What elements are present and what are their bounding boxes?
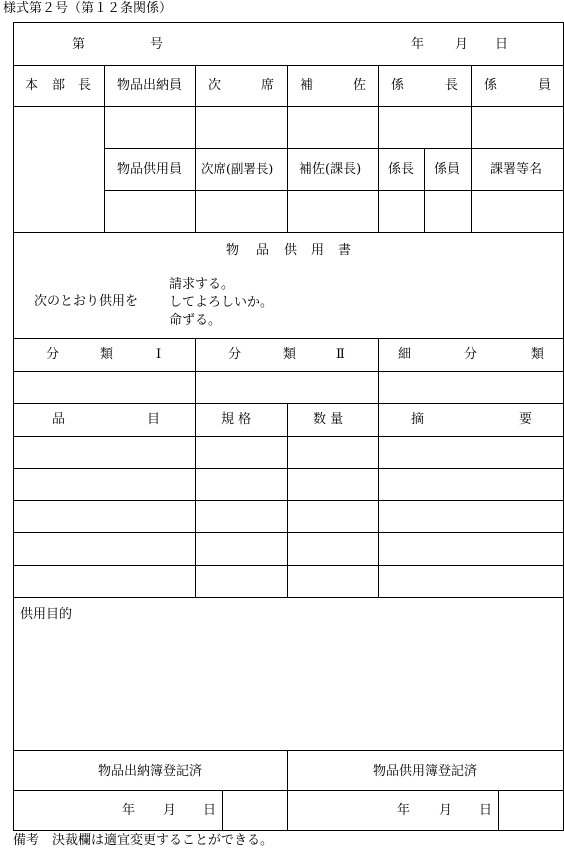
register-kyoyo-year: 年 xyxy=(397,803,411,818)
purpose-label: 供用目的 xyxy=(20,607,73,622)
form-title: 様式第２号（第１２条関係） xyxy=(3,1,173,16)
date-month-label: 月 xyxy=(455,37,469,52)
table-row[interactable] xyxy=(14,533,563,565)
header-jiseki-fukushocho: 次席(副署長) xyxy=(201,161,274,176)
register-kyoyo-month: 月 xyxy=(439,803,453,818)
table-row[interactable] xyxy=(14,501,563,532)
header-kakaricho-2: 係長 xyxy=(388,162,415,177)
stamp-box-buppin-kyoyoin[interactable] xyxy=(105,191,195,232)
stamp-box-kasho-tomei[interactable] xyxy=(472,191,563,232)
footer-note: 備考 決裁欄は適宜変更することができる。 xyxy=(13,833,274,848)
purpose-field[interactable] xyxy=(14,628,563,750)
date-year-label: 年 xyxy=(411,37,425,52)
number-label-go: 号 xyxy=(150,37,164,52)
table-row[interactable] xyxy=(14,566,563,597)
header-hosa-kacho: 補佐(課長) xyxy=(299,162,362,177)
register-suito-year: 年 xyxy=(122,803,136,818)
register-kyoyo-day: 日 xyxy=(479,803,493,818)
stamp-box-kakaricho[interactable] xyxy=(379,107,471,148)
stamp-box-kakaricho-2[interactable] xyxy=(379,191,424,232)
request-option-yoroshii: してよろしいか。 xyxy=(169,295,274,310)
request-option-meizuru: 命ずる。 xyxy=(169,313,222,328)
header-kasho-tomei: 課署等名 xyxy=(490,162,543,177)
bunrui-1-field[interactable] xyxy=(14,372,195,403)
stamp-box-honbucho[interactable] xyxy=(14,107,104,232)
number-field[interactable] xyxy=(90,28,145,60)
bunrui-2-field[interactable] xyxy=(196,372,378,403)
table-row[interactable] xyxy=(14,437,563,468)
request-lead-text: 次のとおり供用を xyxy=(34,294,139,309)
header-buppin-kyoyoin: 物品供用員 xyxy=(117,162,183,177)
register-suito-stamp[interactable] xyxy=(223,791,287,830)
stamp-box-hosa[interactable] xyxy=(288,107,378,148)
register-suito-label: 物品出納簿登記済 xyxy=(98,764,203,779)
register-suito-day: 日 xyxy=(203,803,217,818)
table-row[interactable] xyxy=(14,469,563,500)
stamp-box-buppin-suitouin[interactable] xyxy=(105,107,195,148)
header-kakariin-2: 係員 xyxy=(434,162,461,177)
stamp-box-kakariin-2[interactable] xyxy=(425,191,471,232)
stamp-box-jiseki-fukushocho[interactable] xyxy=(196,191,287,232)
header-buppin-suitouin: 物品出納員 xyxy=(117,78,183,93)
register-suito-month: 月 xyxy=(163,803,177,818)
register-kyoyo-stamp[interactable] xyxy=(499,791,563,830)
stamp-box-jiseki[interactable] xyxy=(196,107,287,148)
saibunrui-field[interactable] xyxy=(379,372,563,403)
date-day-label: 日 xyxy=(495,37,509,52)
header-kikaku: 規 格 xyxy=(221,412,252,427)
stamp-box-kakariin[interactable] xyxy=(472,107,563,148)
number-label-dai: 第 xyxy=(72,37,86,52)
header-suryo: 数 量 xyxy=(313,412,344,427)
request-option-seikyu: 請求する。 xyxy=(169,277,235,292)
register-kyoyo-label: 物品供用簿登記済 xyxy=(373,764,478,779)
stamp-box-hosa-kacho[interactable] xyxy=(288,191,378,232)
